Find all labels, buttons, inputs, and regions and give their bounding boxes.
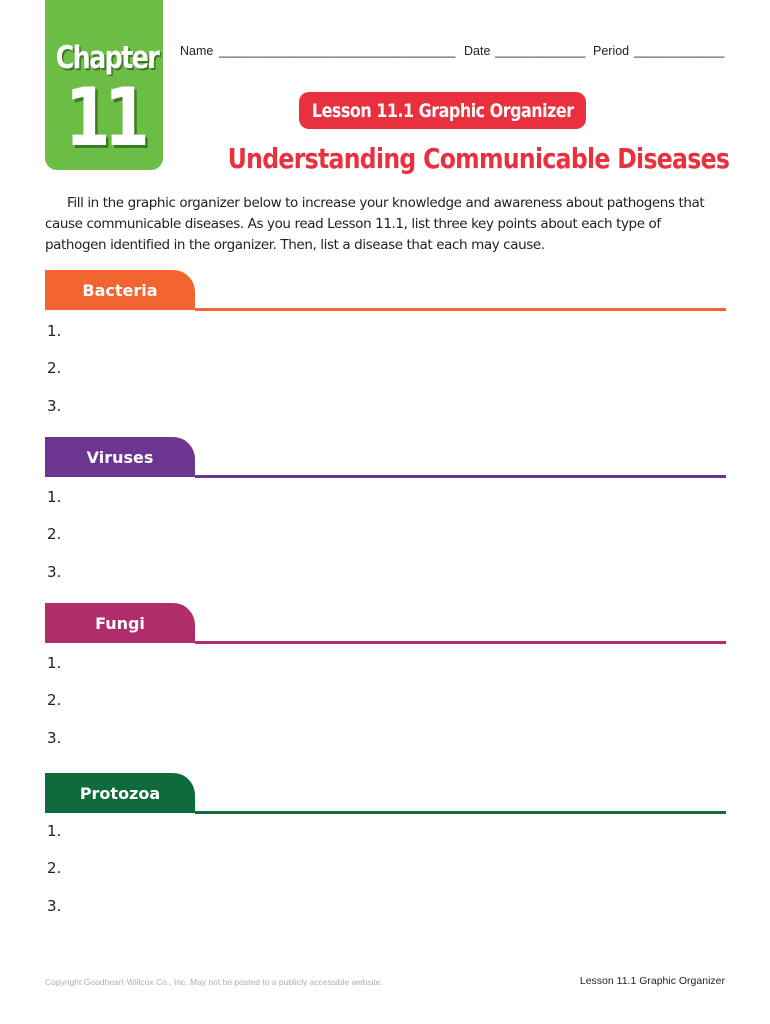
- copyright-footer: Copyright Goodheart-Willcox Co., Inc. May not be posted to a publicly accessible website.: [45, 977, 383, 987]
- period-label: Period: [593, 44, 630, 58]
- protozoa-item-2[interactable]: 2.: [47, 859, 62, 877]
- page-footer-label: Lesson 11.1 Graphic Organizer: [579, 975, 725, 987]
- section-tab-bacteria: Bacteria: [45, 270, 195, 310]
- protozoa-item-1[interactable]: 1.: [47, 822, 62, 840]
- viruses-item-2[interactable]: 2.: [47, 525, 62, 543]
- bacteria-item-2[interactable]: 2.: [47, 359, 62, 377]
- lesson-title: Lesson 11.1 Graphic Organizer: [311, 99, 574, 122]
- page-title: [180, 142, 730, 175]
- lesson-title-pill: [299, 92, 586, 129]
- fungi-item-2[interactable]: 2.: [47, 691, 62, 709]
- fungi-item-3[interactable]: 3.: [47, 729, 62, 747]
- chapter-number: 11: [64, 71, 144, 164]
- section-rule-protozoa: [195, 811, 726, 814]
- name-field[interactable]: __________________________________: [219, 44, 456, 58]
- date-label: Date: [464, 44, 491, 58]
- page-title-text: Understanding Communicable Diseases: [227, 142, 730, 175]
- section-rule-bacteria: [195, 308, 726, 311]
- section-tab-fungi: Fungi: [45, 603, 195, 643]
- instructions: Fill in the graphic organizer below to increase your knowledge and awareness about pathogens that cause communicable diseases. As you read Lesson 11.1, list three key points about each type of pathogen identified in the organizer. Then, list a disease that each may cause.: [45, 195, 705, 253]
- section-rule-fungi: [195, 641, 726, 644]
- protozoa-item-3[interactable]: 3.: [47, 897, 62, 915]
- chapter-badge: [45, 0, 163, 170]
- viruses-item-3[interactable]: 3.: [47, 563, 62, 581]
- section-rule-viruses: [195, 475, 726, 478]
- section-tab-protozoa: Protozoa: [45, 773, 195, 813]
- date-field[interactable]: _____________: [495, 44, 586, 58]
- chapter-word: Chapter: [55, 40, 159, 76]
- period-field[interactable]: _____________: [634, 44, 725, 58]
- bacteria-item-3[interactable]: 3.: [47, 397, 62, 415]
- name-label: Name: [180, 44, 214, 58]
- section-tab-viruses: Viruses: [45, 437, 195, 477]
- viruses-item-1[interactable]: 1.: [47, 488, 62, 506]
- bacteria-item-1[interactable]: 1.: [47, 322, 62, 340]
- fungi-item-1[interactable]: 1.: [47, 654, 62, 672]
